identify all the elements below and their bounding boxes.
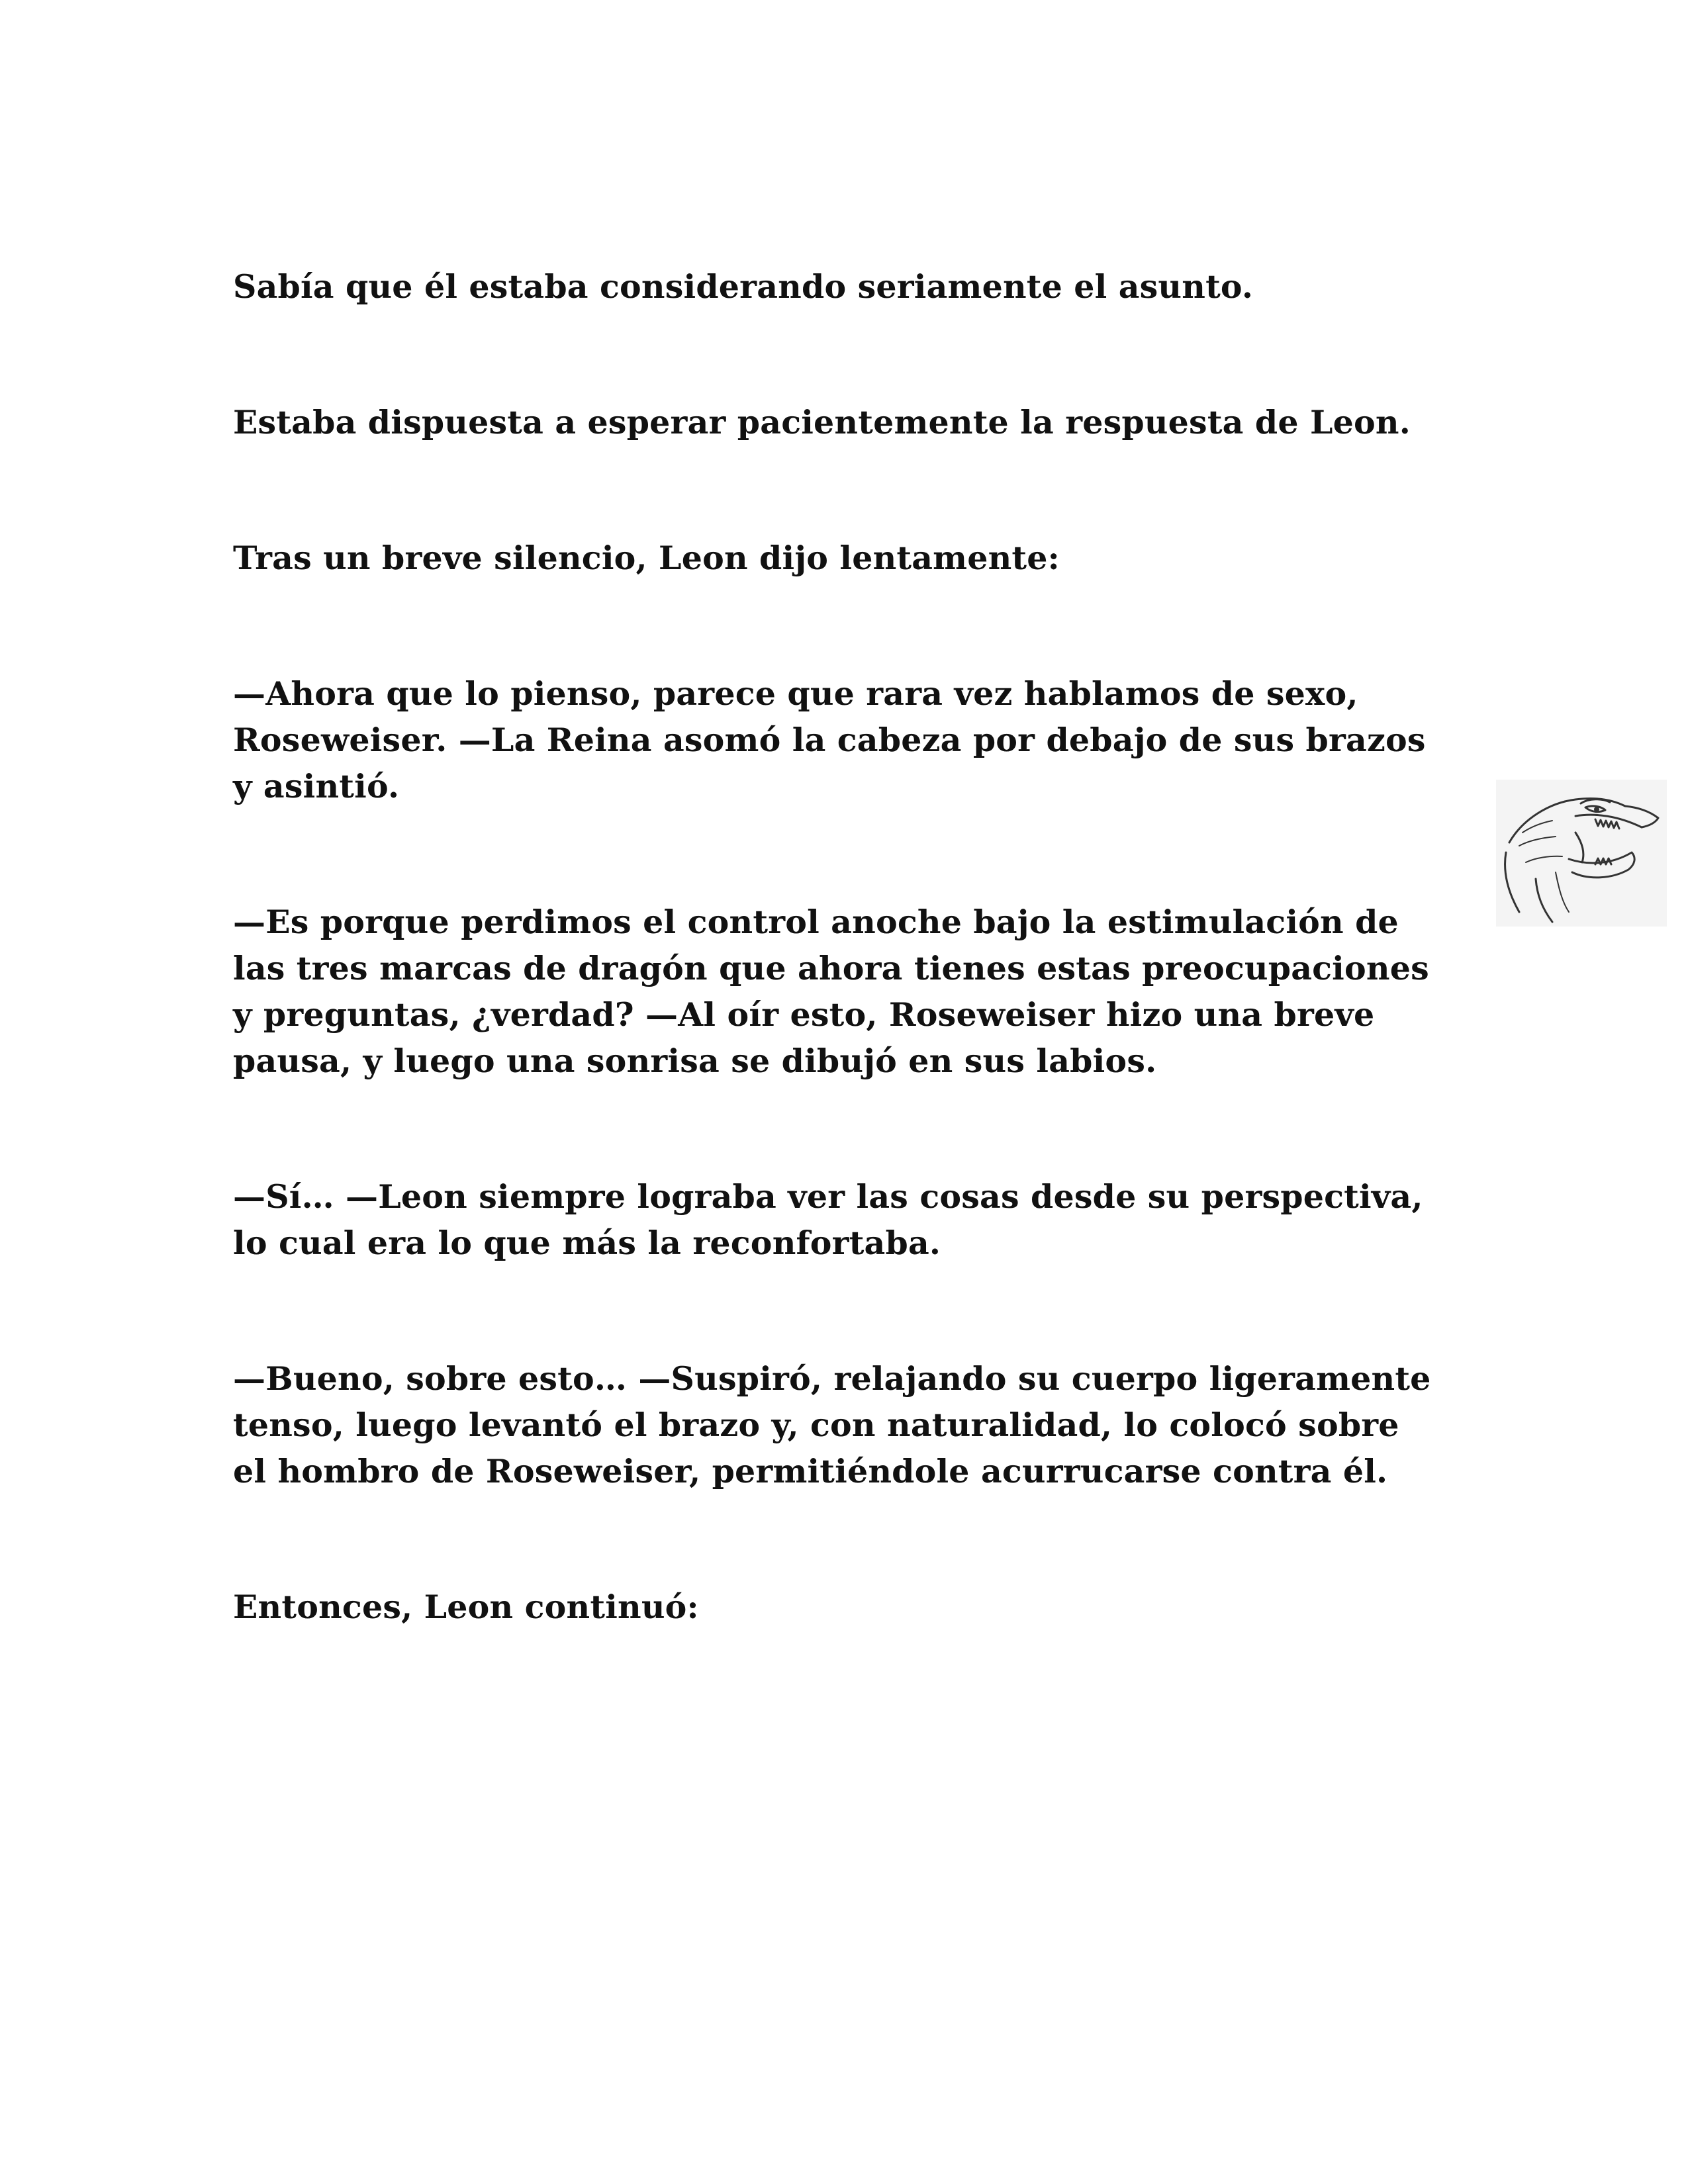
paragraph-3: Tras un breve silencio, Leon dijo lentamente: xyxy=(233,539,1060,577)
paragraph-2: Estaba dispuesta a esperar pacientemente la respuesta de Leon. xyxy=(233,403,1411,441)
dragon-head-sketch-icon xyxy=(1496,780,1667,927)
paragraph-6: —Sí… —Leon siempre lograba ver las cosas desde su perspectiva, lo cual era lo que más la reconfortaba. xyxy=(233,1177,1423,1262)
document-body xyxy=(233,263,1438,1630)
paragraph-7: —Bueno, sobre esto… —Suspiró, relajando su cuerpo ligeramente tenso, luego levantó el brazo y, con naturalidad, lo colocó sobre el hombro de Roseweiser, permitiéndole acurrucarse contra él. xyxy=(233,1359,1431,1490)
paragraph-8: Entonces, Leon continuó: xyxy=(233,1588,699,1626)
paragraph-1: Sabía que él estaba considerando seriamente el asunto. xyxy=(233,267,1254,306)
paragraph-4: —Ahora que lo pienso, parece que rara vez hablamos de sexo, Roseweiser. —La Reina asomó la cabeza por debajo de sus brazos y asintió. xyxy=(233,674,1426,805)
dragon-watermark xyxy=(1496,780,1667,927)
paragraph-5: —Es porque perdimos el control anoche bajo la estimulación de las tres marcas de dragón que ahora tienes estas preocupaciones y preguntas, ¿verdad? —Al oír esto, Roseweiser hizo una breve pausa, y luego una sonrisa se dibujó en sus labios. xyxy=(233,903,1429,1080)
